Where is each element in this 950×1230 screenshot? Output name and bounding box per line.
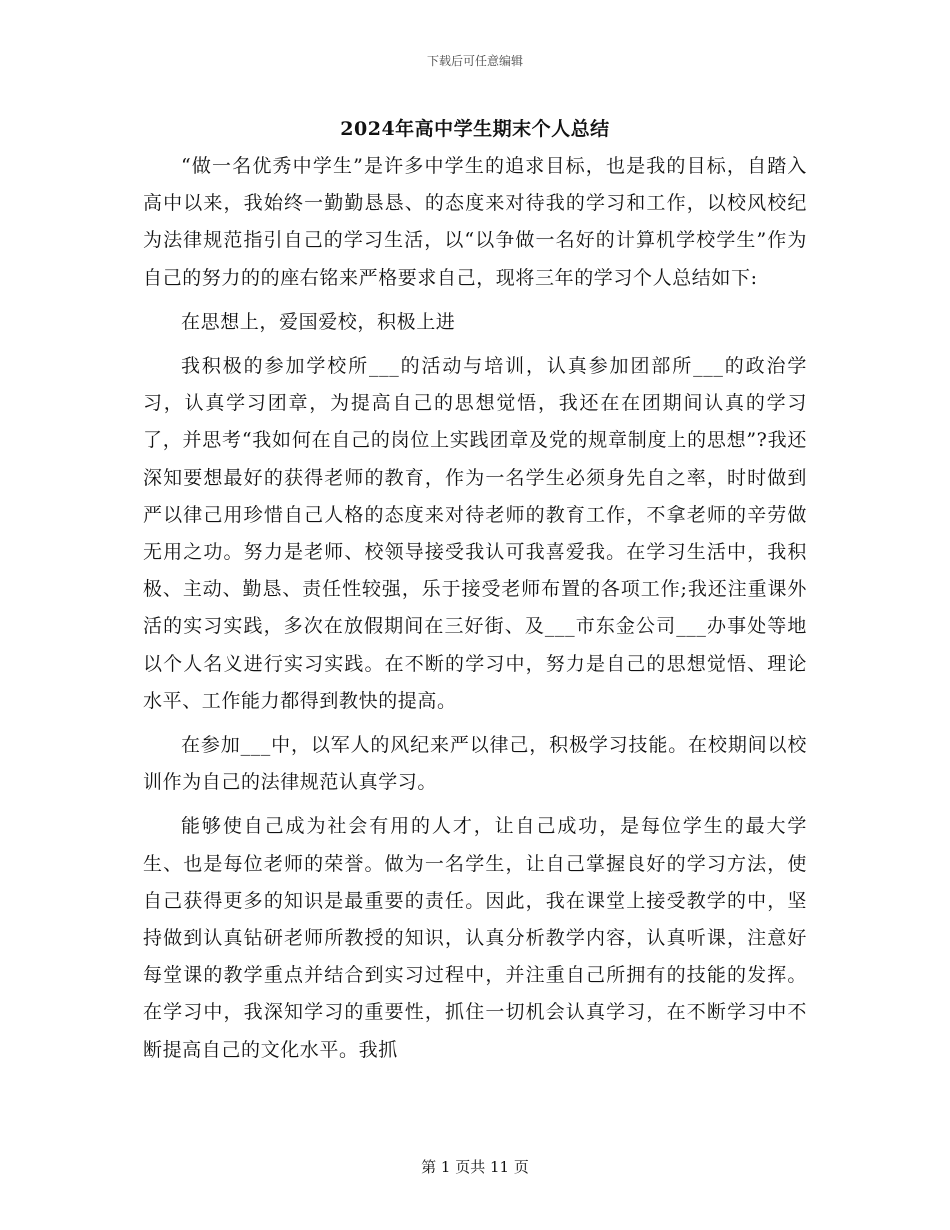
paragraph-training: 在参加___中，以军人的风纪来严以律己，积极学习技能。在校期间以校训作为自己的法律规范认真学习。 [143,734,807,794]
document-title: 2024年高中学生期末个人总结 [340,118,610,140]
paragraph-study: 能够使自己成为社会有用的人才，让自己成功，是每位学生的最大学生、也是每位老师的荣誉。做为一名学生，让自己掌握良好的学习方法，使自己获得更多的知识是最重要的责任。因此，我在课堂上接受教学的中，坚持做到认真钻研老师所教授的知识，认真分析教学内容，认真听课，注意好每堂课的教学重点并结合到实习过程中，并注重自己所拥有的技能的发挥。在学习中，我深知学习的重要性，抓住一切机会认真学习，在不断学习中不断提高自己的文化水平。我抓 [143,815,807,1061]
page-number: 第 1 页共 11 页 [421,1158,529,1176]
paragraph-section-heading: 在思想上，爱国爱校，积极上进 [181,310,456,333]
page-header-note: 下载后可任意编辑 [426,54,523,68]
paragraph-ideology: 我积极的参加学校所___的活动与培训，认真参加团部所___的政治学习，认真学习团章，为提高自己的思想觉悟，我还在在团期间认真的学习了，并思考“我如何在自己的岗位上实践团章及党的规章制度上的思想”?我还深知要想最好的获得老师的教育，作为一名学生必须身先自之率，时时做到严以律己用珍惜自己人格的态度来对待老师的教育工作，不拿老师的辛劳做无用之功。努力是老师、校领导接受我认可我喜爱我。在学习生活中，我积极、主动、勤恳、责任性较强，乐于接受老师布置的各项工作;我还注重课外活的实习实践，多次在放假期间在三好街、及___市东金公司___办事处等地以个人名义进行实习实践。在不断的学习中，努力是自己的思想觉悟、理论水平、工作能力都得到教快的提高。 [143,355,807,712]
paragraph-intro: “做一名优秀中学生”是许多中学生的追求目标，也是我的目标，自踏入高中以来，我始终一勤勤恳恳、的态度来对待我的学习和工作，以校风校纪为法律规范指引自己的学习生活，以“以争做一名好的计算机学校学生”作为自己的努力的的座右铭来严格要求自己，现将三年的学习个人总结如下: [143,155,807,289]
document-body [143,148,807,1076]
